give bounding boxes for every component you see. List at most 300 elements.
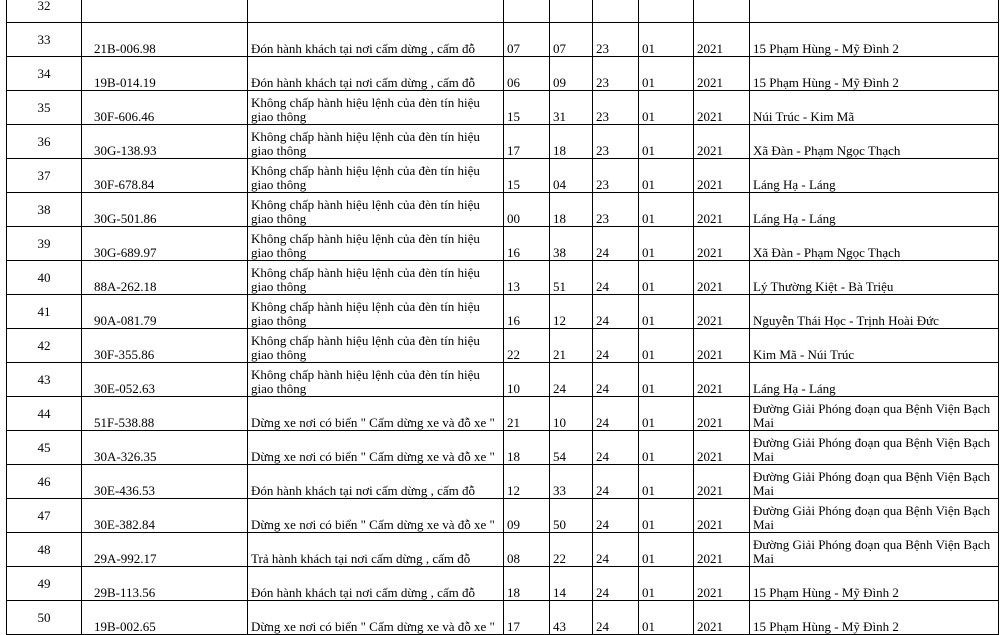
row-number [7, 91, 82, 125]
row-number-text: 32 [37, 0, 51, 13]
violation-minute [550, 23, 593, 57]
row-number-text: 50 [37, 609, 51, 625]
violation-description-text: Không chấp hành hiệu lệnh của đèn tín hiệu giao thông [251, 163, 480, 192]
violation-location-text: 15 Phạm Hùng - Mỹ Đình 2 [753, 585, 899, 600]
violation-location-text: Xã Đàn - Phạm Ngọc Thạch [753, 143, 901, 158]
violation-month-text: 01 [642, 551, 655, 566]
row-number-text: 33 [37, 31, 51, 47]
violation-day [593, 125, 639, 159]
violation-hour [504, 431, 550, 465]
violation-day [593, 533, 639, 567]
license-plate-text: 30F-606.46 [94, 109, 155, 124]
violation-location [750, 431, 999, 465]
violation-day [593, 193, 639, 227]
table-row [7, 431, 999, 465]
violation-year [694, 91, 750, 125]
violation-month [639, 499, 694, 533]
row-number [7, 329, 82, 363]
violation-day-text: 24 [596, 551, 609, 566]
violation-year [694, 533, 750, 567]
violation-description [248, 567, 504, 601]
violation-day [593, 23, 639, 57]
violation-month-text: 01 [642, 211, 655, 226]
violation-minute-text: 12 [553, 313, 566, 328]
violation-minute-text: 31 [553, 109, 566, 124]
license-plate-text: 90A-081.79 [94, 313, 157, 328]
table-row [7, 465, 999, 499]
violation-year-text: 2021 [697, 75, 723, 90]
violation-month-text: 01 [642, 619, 655, 634]
license-plate [82, 363, 248, 397]
table-row [7, 295, 999, 329]
violation-day-text: 24 [596, 415, 609, 430]
violation-hour [504, 329, 550, 363]
violation-hour-text: 07 [507, 41, 520, 56]
violation-description-text: Không chấp hành hiệu lệnh của đèn tín hiệu giao thông [251, 299, 480, 328]
violation-minute-text: 51 [553, 279, 566, 294]
license-plate-text: 29A-992.17 [94, 551, 157, 566]
violation-month-text: 01 [642, 415, 655, 430]
violation-year [694, 329, 750, 363]
violation-hour-text: 18 [507, 449, 520, 464]
violation-day [593, 159, 639, 193]
violation-minute [550, 159, 593, 193]
violation-minute-text: 21 [553, 347, 566, 362]
violation-month-text: 01 [642, 177, 655, 192]
violation-location-text: 15 Phạm Hùng - Mỹ Đình 2 [753, 619, 899, 634]
row-number [7, 261, 82, 295]
violation-hour-text: 22 [507, 347, 520, 362]
violation-hour-text: 17 [507, 143, 520, 158]
violation-month [639, 227, 694, 261]
violation-month-text: 01 [642, 517, 655, 532]
violation-day-text: 24 [596, 585, 609, 600]
violation-description [248, 125, 504, 159]
violation-minute [550, 261, 593, 295]
violation-location [750, 397, 999, 431]
violation-month [639, 193, 694, 227]
license-plate-text: 88A-262.18 [94, 279, 157, 294]
violation-description [248, 465, 504, 499]
row-number-text: 38 [37, 201, 51, 217]
violation-location [750, 363, 999, 397]
violation-day [593, 329, 639, 363]
violation-description-text: Không chấp hành hiệu lệnh của đèn tín hiệu giao thông [251, 95, 480, 124]
violation-minute [550, 499, 593, 533]
row-number [7, 533, 82, 567]
license-plate-text: 19B-002.65 [94, 619, 156, 634]
row-number [7, 0, 82, 23]
violation-minute-text: 33 [553, 483, 566, 498]
violation-month-text: 01 [642, 75, 655, 90]
violation-year [694, 567, 750, 601]
violation-month [639, 567, 694, 601]
violation-day [593, 431, 639, 465]
violation-description-text: Không chấp hành hiệu lệnh của đèn tín hiệu giao thông [251, 231, 480, 260]
violation-hour [504, 0, 550, 23]
row-number-text: 37 [37, 167, 51, 183]
violation-minute-text: 10 [553, 415, 566, 430]
violation-location [750, 567, 999, 601]
row-number [7, 397, 82, 431]
violation-month [639, 431, 694, 465]
table-row [7, 23, 999, 57]
violation-description [248, 329, 504, 363]
violation-month [639, 159, 694, 193]
license-plate [82, 465, 248, 499]
violation-year-text: 2021 [697, 245, 723, 260]
violation-year-text: 2021 [697, 483, 723, 498]
violation-minute [550, 363, 593, 397]
violation-year [694, 397, 750, 431]
violation-minute-text: 14 [553, 585, 566, 600]
violation-year [694, 465, 750, 499]
violation-description-text: Đón hành khách tại nơi cấm dừng , cấm đỗ [251, 483, 476, 498]
violation-hour [504, 465, 550, 499]
violation-year-text: 2021 [697, 551, 723, 566]
violation-day [593, 499, 639, 533]
violation-year [694, 193, 750, 227]
violation-month [639, 601, 694, 635]
row-number [7, 23, 82, 57]
violation-day [593, 363, 639, 397]
violation-location [750, 465, 999, 499]
violation-description-text: Dừng xe nơi có biển " Cấm dừng xe và đỗ xe " [251, 415, 495, 430]
row-number [7, 125, 82, 159]
license-plate-text: 21B-006.98 [94, 41, 156, 56]
row-number [7, 159, 82, 193]
license-plate [82, 57, 248, 91]
violation-description [248, 431, 504, 465]
violation-day [593, 465, 639, 499]
violation-location-text: Láng Hạ - Láng [753, 177, 836, 192]
violation-description-text: Đón hành khách tại nơi cấm dừng , cấm đỗ [251, 41, 476, 56]
license-plate [82, 533, 248, 567]
violation-hour-text: 15 [507, 177, 520, 192]
violation-hour-text: 16 [507, 245, 520, 260]
license-plate [82, 601, 248, 635]
violation-year [694, 0, 750, 23]
violation-month-text: 01 [642, 245, 655, 260]
violation-hour-text: 12 [507, 483, 520, 498]
violation-minute [550, 295, 593, 329]
violation-description-text: Dừng xe nơi có biển " Cấm dừng xe và đỗ xe " [251, 517, 495, 532]
license-plate [82, 499, 248, 533]
violation-minute-text: 22 [553, 551, 566, 566]
violation-month-text: 01 [642, 449, 655, 464]
violation-hour [504, 125, 550, 159]
violation-month [639, 23, 694, 57]
license-plate [82, 295, 248, 329]
violation-hour-text: 08 [507, 551, 520, 566]
violation-description [248, 397, 504, 431]
violation-year-text: 2021 [697, 41, 723, 56]
violation-description-text: Không chấp hành hiệu lệnh của đèn tín hiệu giao thông [251, 265, 480, 294]
violation-day-text: 24 [596, 517, 609, 532]
violation-location-text: Nguyễn Thái Học - Trịnh Hoài Đức [753, 313, 939, 328]
violation-location-text: Núi Trúc - Kim Mã [753, 109, 855, 124]
violation-minute [550, 601, 593, 635]
violation-location [750, 159, 999, 193]
license-plate-text: 30F-678.84 [94, 177, 155, 192]
violation-hour [504, 363, 550, 397]
violation-day [593, 397, 639, 431]
violation-year-text: 2021 [697, 177, 723, 192]
violation-minute [550, 57, 593, 91]
violation-hour-text: 17 [507, 619, 520, 634]
violation-hour-text: 21 [507, 415, 520, 430]
violation-year [694, 295, 750, 329]
license-plate-text: 30F-355.86 [94, 347, 155, 362]
violation-location-text: Lý Thường Kiệt - Bà Triệu [753, 279, 894, 294]
violation-description [248, 159, 504, 193]
license-plate-text: 30E-052.63 [94, 381, 156, 396]
table-row [7, 363, 999, 397]
violation-minute [550, 533, 593, 567]
violation-minute-text: 07 [553, 41, 566, 56]
violations-table [6, 0, 999, 635]
violation-hour [504, 57, 550, 91]
violation-hour [504, 23, 550, 57]
table-row [7, 91, 999, 125]
violation-hour-text: 13 [507, 279, 520, 294]
violation-day-text: 24 [596, 347, 609, 362]
violation-year [694, 363, 750, 397]
violation-minute [550, 227, 593, 261]
violation-location-text: Đường Giải Phóng đoạn qua Bệnh Viện Bạch Mai [753, 537, 991, 566]
license-plate [82, 227, 248, 261]
violation-hour-text: 10 [507, 381, 520, 396]
violation-minute [550, 125, 593, 159]
violation-description [248, 499, 504, 533]
license-plate [82, 23, 248, 57]
violation-minute [550, 567, 593, 601]
violation-description [248, 601, 504, 635]
row-number-text: 42 [37, 337, 51, 353]
license-plate-text: 30G-501.86 [94, 211, 157, 226]
violation-year [694, 57, 750, 91]
license-plate [82, 125, 248, 159]
row-number [7, 601, 82, 635]
violation-location [750, 227, 999, 261]
violation-location-text: Láng Hạ - Láng [753, 381, 836, 396]
violation-description-text: Không chấp hành hiệu lệnh của đèn tín hiệu giao thông [251, 129, 480, 158]
license-plate-text: 19B-014.19 [94, 75, 156, 90]
violation-location-text: Đường Giải Phóng đoạn qua Bệnh Viện Bạch Mai [753, 401, 991, 430]
violation-hour-text: 06 [507, 75, 520, 90]
table-row [7, 159, 999, 193]
violation-hour-text: 16 [507, 313, 520, 328]
violation-location-text: 15 Phạm Hùng - Mỹ Đình 2 [753, 75, 899, 90]
violation-hour [504, 533, 550, 567]
violation-location [750, 261, 999, 295]
license-plate [82, 159, 248, 193]
violation-hour [504, 499, 550, 533]
license-plate-text: 30E-382.84 [94, 517, 156, 532]
violation-year-text: 2021 [697, 619, 723, 634]
violation-description [248, 91, 504, 125]
violation-month-text: 01 [642, 41, 655, 56]
violation-month-text: 01 [642, 381, 655, 396]
violation-month [639, 363, 694, 397]
license-plate-text: 30E-436.53 [94, 483, 156, 498]
row-number [7, 431, 82, 465]
violation-day [593, 601, 639, 635]
row-number [7, 499, 82, 533]
violation-description-text: Đón hành khách tại nơi cấm dừng , cấm đỗ [251, 585, 476, 600]
violation-year-text: 2021 [697, 109, 723, 124]
violation-month-text: 01 [642, 313, 655, 328]
violation-year-text: 2021 [697, 279, 723, 294]
violation-hour [504, 261, 550, 295]
violation-month [639, 295, 694, 329]
violation-year [694, 601, 750, 635]
violation-hour-text: 00 [507, 211, 520, 226]
violation-hour [504, 91, 550, 125]
violation-location [750, 193, 999, 227]
violation-minute-text: 18 [553, 143, 566, 158]
license-plate-text: 29B-113.56 [94, 585, 156, 600]
violation-description [248, 0, 504, 23]
violation-description-text: Đón hành khách tại nơi cấm dừng , cấm đỗ [251, 75, 476, 90]
violation-year [694, 261, 750, 295]
violation-month-text: 01 [642, 347, 655, 362]
violation-minute [550, 91, 593, 125]
license-plate [82, 0, 248, 23]
violation-hour-text: 09 [507, 517, 520, 532]
table-row [7, 261, 999, 295]
violation-month-text: 01 [642, 279, 655, 294]
violation-day [593, 295, 639, 329]
violation-location-text: Láng Hạ - Láng [753, 211, 836, 226]
violation-month [639, 91, 694, 125]
violation-day-text: 23 [596, 75, 609, 90]
violation-location-text: Kim Mã - Núi Trúc [753, 347, 855, 362]
violation-month [639, 57, 694, 91]
violation-month [639, 397, 694, 431]
violation-location-text: Xã Đàn - Phạm Ngọc Thạch [753, 245, 901, 260]
violation-day-text: 24 [596, 483, 609, 498]
violations-table-body [7, 0, 999, 635]
violation-location [750, 125, 999, 159]
license-plate [82, 397, 248, 431]
violation-minute [550, 193, 593, 227]
table-row [7, 227, 999, 261]
license-plate [82, 261, 248, 295]
violation-hour-text: 18 [507, 585, 520, 600]
violation-minute-text: 50 [553, 517, 566, 532]
row-number [7, 363, 82, 397]
violation-day-text: 23 [596, 177, 609, 192]
row-number-text: 41 [37, 303, 51, 319]
violation-day [593, 57, 639, 91]
violation-location [750, 295, 999, 329]
table-row [7, 193, 999, 227]
violation-description-text: Không chấp hành hiệu lệnh của đèn tín hiệu giao thông [251, 197, 480, 226]
row-number [7, 567, 82, 601]
violation-day-text: 24 [596, 279, 609, 294]
violation-year-text: 2021 [697, 313, 723, 328]
violation-year [694, 23, 750, 57]
license-plate-text: 30A-326.35 [94, 449, 157, 464]
violation-month [639, 0, 694, 23]
violation-day [593, 567, 639, 601]
violation-month [639, 533, 694, 567]
table-row [7, 125, 999, 159]
violation-year-text: 2021 [697, 517, 723, 532]
table-row [7, 0, 999, 23]
violation-day-text: 24 [596, 381, 609, 396]
row-number [7, 193, 82, 227]
violation-month-text: 01 [642, 483, 655, 498]
violation-description [248, 193, 504, 227]
violation-year [694, 125, 750, 159]
violation-location [750, 0, 999, 23]
violation-year-text: 2021 [697, 415, 723, 430]
row-number-text: 39 [37, 235, 51, 251]
license-plate-text: 51F-538.88 [94, 415, 155, 430]
violation-day-text: 23 [596, 211, 609, 226]
row-number-text: 48 [37, 541, 51, 557]
violation-minute [550, 431, 593, 465]
table-row [7, 601, 999, 635]
violation-month-text: 01 [642, 109, 655, 124]
violation-day-text: 24 [596, 313, 609, 328]
violation-hour [504, 567, 550, 601]
violation-description [248, 295, 504, 329]
table-row [7, 533, 999, 567]
row-number-text: 36 [37, 133, 51, 149]
violation-day-text: 23 [596, 109, 609, 124]
row-number [7, 227, 82, 261]
violation-month [639, 465, 694, 499]
violation-day-text: 24 [596, 619, 609, 634]
violation-day-text: 23 [596, 143, 609, 158]
violation-description-text: Dừng xe nơi có biển " Cấm dừng xe và đỗ xe " [251, 619, 495, 634]
violation-year-text: 2021 [697, 211, 723, 226]
row-number [7, 57, 82, 91]
violation-day [593, 227, 639, 261]
violation-minute-text: 54 [553, 449, 566, 464]
violation-year [694, 227, 750, 261]
table-row [7, 499, 999, 533]
violation-location-text: Đường Giải Phóng đoạn qua Bệnh Viện Bạch Mai [753, 469, 991, 498]
violation-year-text: 2021 [697, 347, 723, 362]
violation-description-text: Không chấp hành hiệu lệnh của đèn tín hiệu giao thông [251, 333, 480, 362]
violation-location-text: Đường Giải Phóng đoạn qua Bệnh Viện Bạch Mai [753, 435, 991, 464]
violation-year-text: 2021 [697, 381, 723, 396]
violation-day [593, 91, 639, 125]
violation-year [694, 499, 750, 533]
license-plate [82, 431, 248, 465]
violation-minute-text: 18 [553, 211, 566, 226]
violation-hour [504, 295, 550, 329]
violation-location [750, 533, 999, 567]
violation-year-text: 2021 [697, 449, 723, 464]
row-number-text: 44 [37, 405, 51, 421]
license-plate [82, 567, 248, 601]
violation-minute-text: 09 [553, 75, 566, 90]
row-number-text: 34 [37, 65, 51, 81]
violation-month [639, 261, 694, 295]
violation-minute-text: 38 [553, 245, 566, 260]
row-number-text: 45 [37, 439, 51, 455]
row-number [7, 465, 82, 499]
license-plate [82, 329, 248, 363]
violation-minute-text: 24 [553, 381, 566, 396]
violation-day [593, 261, 639, 295]
violation-hour [504, 227, 550, 261]
